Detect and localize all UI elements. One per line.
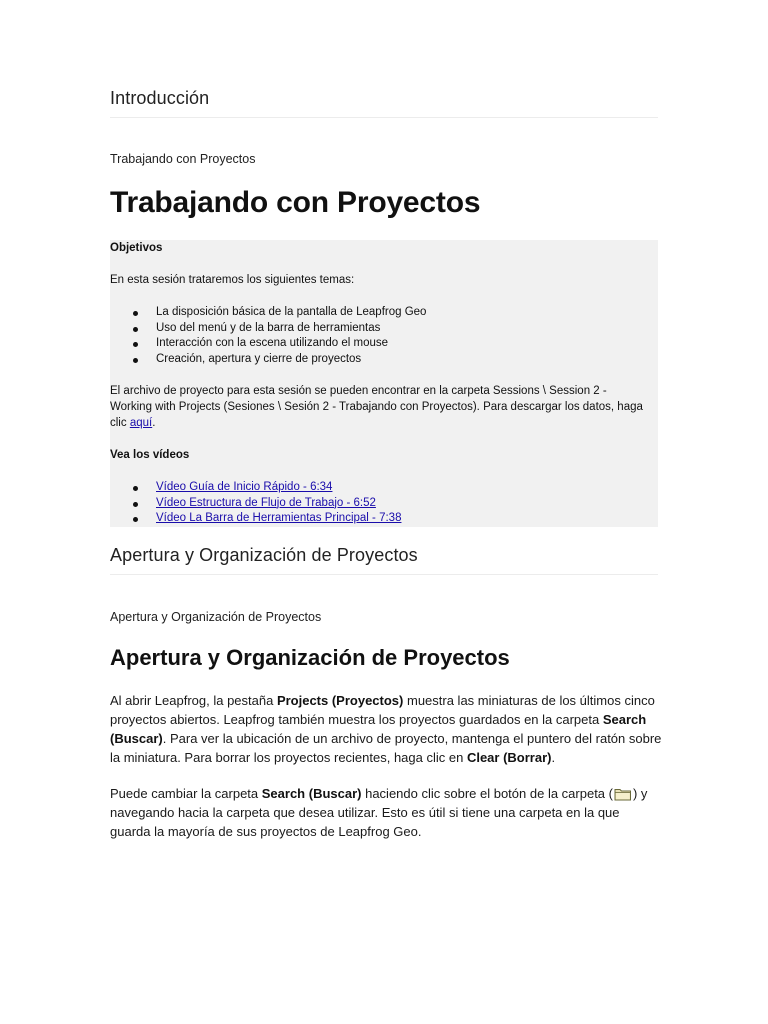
paragraph-projects: [110, 691, 662, 767]
text: Al abrir Leapfrog, la pestaña: [110, 693, 277, 708]
list-item: Creación, apertura y cierre de proyectos: [156, 352, 426, 368]
list-item: Interacción con la escena utilizando el mouse: [156, 336, 426, 352]
breadcrumb-title: Trabajando con Proyectos: [110, 152, 256, 166]
file-info-text: .: [152, 417, 156, 429]
video-link-quick-start[interactable]: Vídeo Guía de Inicio Rápido - 6:34: [156, 481, 333, 493]
divider: [110, 574, 658, 575]
text-strong: Search (Buscar): [110, 712, 647, 746]
text: haciendo clic sobre el botón de la carpeta (: [361, 786, 613, 801]
text: ) y navegando hacia la carpeta que desea utilizar. Esto es útil si tiene una carpeta en la que guarda la mayoría de sus proyectos de Leapfrog Geo.: [110, 786, 648, 839]
text: . Para ver la ubicación de un archivo de proyecto, mantenga el puntero del ratón sobre la miniatura. Para borrar los proyectos recientes, haga clic en: [110, 731, 662, 765]
file-info-line3: [110, 416, 155, 432]
breadcrumb-title: Apertura y Organización de Proyectos: [110, 610, 322, 624]
objectives-box: [110, 240, 658, 527]
list-item: [156, 496, 401, 512]
list-item: [156, 511, 401, 527]
text-strong: Projects (Proyectos): [276, 693, 404, 708]
divider: [110, 117, 658, 118]
text: muestra las miniaturas de los últimos cinco proyectos abiertos. Leapfrog también muestra los proyectos guardados en la carpeta: [110, 693, 655, 727]
list-item: [156, 480, 401, 496]
section-heading: Apertura y Organización de Proyectos: [110, 645, 510, 670]
paragraph-search-folder: [110, 784, 662, 841]
section-title-apertura: Apertura y Organización de Proyectos: [110, 545, 418, 565]
video-link-toolbar[interactable]: Vídeo La Barra de Herramientas Principal - 7:38: [156, 512, 402, 525]
objectives-intro: En esta sesión trataremos los siguientes temas:: [110, 274, 355, 286]
section-title-introduccion: Introducción: [110, 88, 210, 108]
text-strong: Clear (Borrar): [466, 750, 552, 765]
folder-icon: [614, 787, 632, 800]
text-strong: Search (Buscar): [261, 786, 362, 801]
objectives-label: Objetivos: [110, 242, 163, 254]
videos-label: Vea los vídeos: [110, 449, 190, 461]
topics-list: [156, 305, 426, 367]
download-link[interactable]: aquí: [129, 417, 153, 429]
list-item: Uso del menú y de la barra de herramientas: [156, 321, 426, 337]
file-info-line2: Working with Projects (Sesiones \ Sesión 2 - Trabajando con Proyectos). Para descargar los datos, haga: [110, 401, 643, 413]
list-item: La disposición básica de la pantalla de Leapfrog Geo: [156, 305, 426, 321]
videos-list: [156, 480, 401, 527]
text: Puede cambiar la carpeta: [110, 786, 262, 801]
file-info-text: clic: [110, 417, 130, 429]
file-info-line1: El archivo de proyecto para esta sesión se pueden encontrar en la carpeta Sessions \ Session 2 -: [110, 385, 607, 397]
text: .: [551, 750, 556, 765]
page-title: Trabajando con Proyectos: [110, 186, 481, 219]
video-link-workflow[interactable]: Vídeo Estructura de Flujo de Trabajo - 6:52: [156, 496, 376, 509]
